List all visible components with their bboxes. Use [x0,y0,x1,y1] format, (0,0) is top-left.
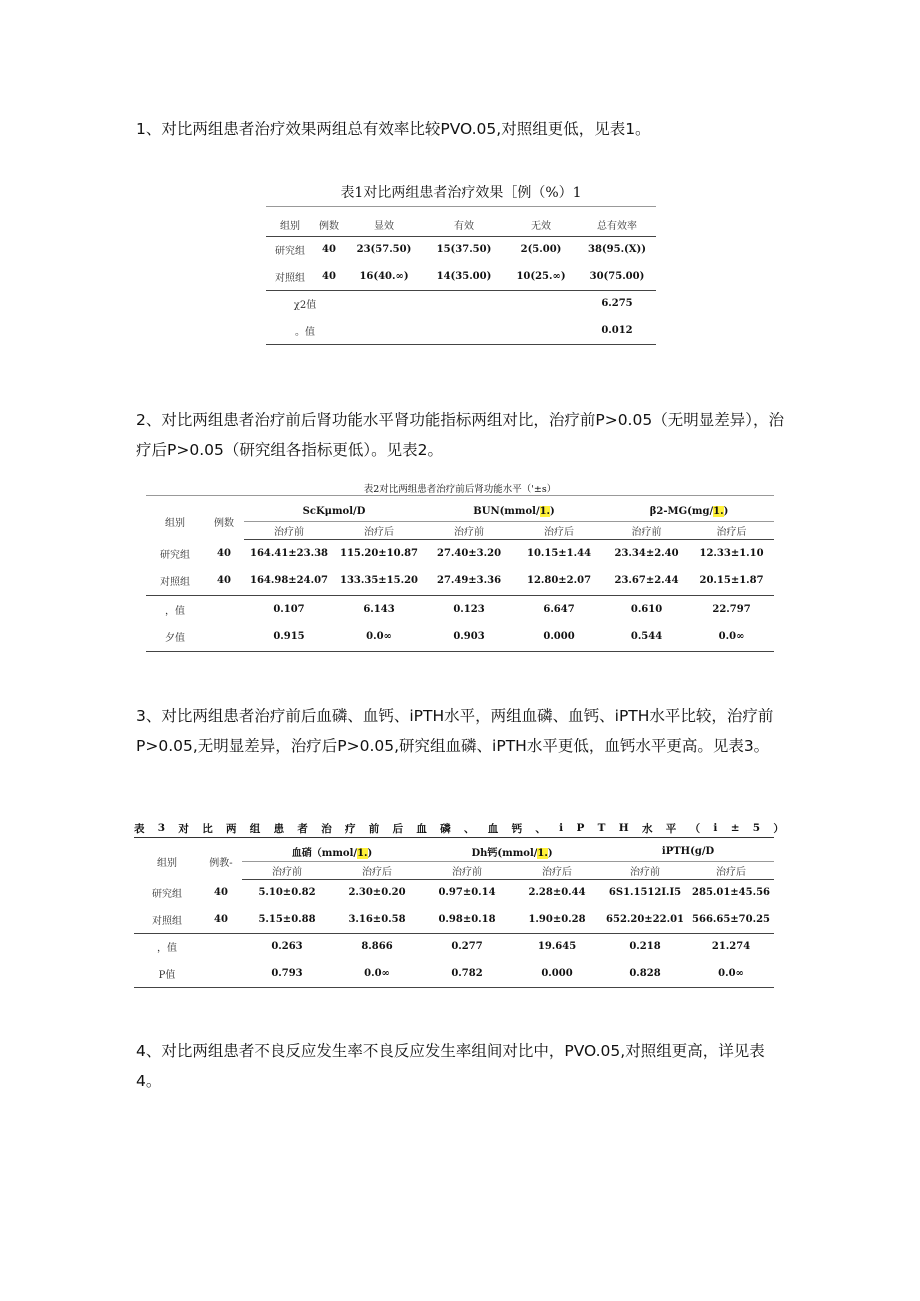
table1-header: 有效 [424,214,504,236]
table3-caption-char: T [597,822,606,834]
table2-cell: 40 [204,567,244,595]
table2-cell: 夕值 [146,623,204,651]
table3-cell: 0.0∞ [332,960,422,987]
table2-subheader: 治疗后 [334,521,424,539]
table3-cell: 3.16±0.58 [332,906,422,933]
table2-group-text: β2-MG(mg/ [649,506,714,518]
table1-stat-label: 。值 [266,317,344,344]
table2-cell: 0.0∞ [334,623,424,651]
table1 [266,214,656,345]
table3-cell: 2.30±0.20 [348,887,406,899]
table1-cell: 23(57.50) [356,244,412,256]
table2-cell: 6.143 [363,603,395,615]
table3-header-row [134,843,774,861]
table1-header: 显效 [344,214,424,236]
table2-caption: 表2对比两组患者治疗前后肾功能水平（'±s） [363,484,557,495]
table1-stat-value: 6.275 [601,298,633,310]
table3-cell: 0.828 [602,960,688,987]
paragraph-3 [136,701,786,761]
table2-cell: 20.15±1.87 [689,567,774,595]
table2-subheader: 治疗前 [604,521,689,539]
table3-caption-char: 前 [368,822,380,835]
table-row [146,539,774,567]
table1-cell: 10(25.∞) [504,263,578,290]
table1-header: 组别 [266,214,314,236]
table2 [146,503,774,652]
table2-cell: 133.35±15.20 [334,567,424,595]
table2-cell: 10.15±1.44 [526,547,592,559]
table2-cell: 0.0∞ [689,623,774,651]
table2-cell: 0.000 [514,623,604,651]
table2-cell: 23.67±2.44 [604,567,689,595]
table3-group-text: ) [547,848,553,860]
table3-group-highlight: 1. [357,848,368,860]
table3-cell: 0.263 [271,941,303,953]
table3-subheader: 治疗后 [332,861,422,879]
table3-cell: 0.277 [451,941,483,953]
table-row [266,290,656,317]
table1-cell: 15(37.50) [436,244,492,256]
table2-header-row [146,503,774,521]
table3-cell: 21.274 [711,941,751,953]
table2-group-header [604,503,774,521]
table3-group-text: iPTH(g/D [661,846,715,858]
table3-cell: 1.90±0.28 [512,906,602,933]
table3-header-group: 组别 [157,857,177,869]
table3-cell: 对照组 [134,906,200,933]
table2-cell: 22.797 [712,603,751,615]
table2-group-header [244,503,424,521]
table1-cell: 对照组 [266,263,314,290]
table-row [266,236,656,263]
table3-caption-char: 者 [297,822,308,835]
table1-top-rule [266,206,656,207]
table3-subheader: 治疗前 [242,861,332,879]
table-row [146,595,774,623]
table3-cell: 研究组 [152,889,182,900]
table3-caption-char: 磷 [440,822,451,835]
table-row [146,623,774,651]
table3-cell: 0.000 [512,960,602,987]
table3-caption-char: 表 [134,822,145,835]
paragraph-1-text: 1、对比两组患者治疗效果两组总有效率比较PVO.05,对照组更低，见表1。 [136,120,651,138]
table3-caption-char: 疗 [344,822,356,835]
table3-cell: 0.218 [629,941,661,953]
table3-cell: 285.01±45.56 [692,887,770,899]
table2-cell: 12.80±2.07 [514,567,604,595]
table1-stat-value: 0.012 [578,317,656,344]
table3-caption [134,819,784,837]
table2-subheader: 治疗前 [424,521,514,539]
table3-caption-char: 平 [665,822,677,835]
table1-cell: 2(5.00) [520,244,562,256]
table-row [146,567,774,595]
table2-cell: 164.41±23.38 [250,547,328,559]
table1-cell: 14(35.00) [424,263,504,290]
table3-caption-char: 、 [535,822,546,835]
paragraph-4-text: 4、对比两组患者不良反应发生率不良反应发生率组间对比中，PVO.05,对照组更高，详见表4。 [136,1042,765,1090]
table2-cell: 0.123 [453,603,485,615]
table3-cell: 0.793 [242,960,332,987]
table2-cell: 研究组 [160,549,190,561]
table1-header: 无效 [504,214,578,236]
table1-header: 总有效率 [578,214,656,236]
table3-cell: 40 [200,906,242,933]
table3-cell: 652.20±22.01 [602,906,688,933]
table-row [134,933,774,960]
table3-cell: 0.782 [422,960,512,987]
table2-top-rule [146,495,774,496]
table3 [134,843,774,988]
table3-group-text: Dh钙(mmol/ [471,848,538,860]
paragraph-2-text: 2、对比两组患者治疗前后肾功能水平肾功能指标两组对比，治疗前P>0.05（无明显差异），治疗后P>0.05（研究组各指标更低）。见表2。 [136,411,784,459]
table3-caption-char: 患 [273,822,285,835]
paragraph-3-text: 3、对比两组患者治疗前后血磷、血钙、iPTH水平，两组血磷、血钙、iPTH水平比较，治疗前P>0.05,无明显差异，治疗后P>0.05,研究组血磷、iPTH水平更低，血钙水平更高。见表3。 [136,707,774,755]
table3-top-rule [134,837,774,838]
table-row [134,906,774,933]
table2-group-header [424,503,604,521]
table2-cell: 6.647 [543,603,575,615]
table3-group-header [422,843,602,861]
table2-cell: 对照组 [146,567,204,595]
table3-caption-char: 组 [249,822,261,835]
table1-cell: 研究组 [275,246,305,258]
table2-group-text: D [356,506,366,518]
table2-cell [204,623,244,651]
table2-header-group: 组别 [165,517,185,529]
table3-cell: 0.0∞ [688,960,774,987]
table3-cell: 566.65±70.25 [688,906,774,933]
table3-cell: 5.15±0.88 [242,906,332,933]
table1-header-row [266,214,656,236]
table-row [266,317,656,344]
table2-subheader: 治疗后 [689,521,774,539]
table3-subheader: 治疗后 [688,861,774,879]
table3-cell: 40 [214,887,228,898]
table2-subheader: 治疗后 [514,521,604,539]
table2-cell: 0.544 [604,623,689,651]
table3-caption-char: ） [773,822,784,835]
table3-caption-char: 水 [642,822,653,835]
table2-cell: 12.33±1.10 [699,547,764,559]
table3-subheader: 治疗前 [422,861,512,879]
table1-caption: 表1对比两组患者治疗效果［例（%）1 [340,185,582,201]
table3-group-highlight: 1. [537,848,548,860]
table2-cell: 23.34±2.40 [614,547,679,559]
table3-group-text: 血硝（mmol/ [291,848,358,860]
table3-cell: 8.866 [361,941,393,953]
table3-caption-char: 、 [463,822,475,835]
table2-cell: 40 [217,547,231,559]
paragraph-1 [136,114,786,144]
table3-caption-char: 对 [178,822,189,835]
table3-subheader: 治疗前 [602,861,688,879]
table3-caption-char: 3 [157,822,166,834]
table2-cell: 0.915 [244,623,334,651]
table3-caption-char: （ [689,822,701,835]
table2-group-text: ) [550,506,555,518]
table2-group-text: ScKμmol/ [302,506,357,518]
table3-group-text: ) [367,848,373,860]
table2-cell: 115.20±10.87 [340,547,418,559]
table3-caption-char: 血 [416,822,427,835]
table1-cell: 40 [314,263,344,290]
table1-stat-label: χ2值 [293,300,317,312]
table2-group-text: BUN(mmol/ [473,506,540,518]
table3-cell: 6S1.1512I.I5 [608,887,682,899]
table2-cell: 0.107 [273,603,305,615]
table3-caption-char: 两 [226,822,237,835]
table1-cell: 40 [322,244,336,256]
table2-header-n: 例数 [214,517,234,529]
table3-cell: P值 [134,960,200,987]
table2-cell: 27.49±3.36 [424,567,514,595]
table-row [134,879,774,906]
table3-caption-char: 比 [202,822,213,835]
table1-cell: 38(95.(X)) [588,244,646,256]
paragraph-2 [136,405,786,465]
table2-cell: 164.98±24.07 [244,567,334,595]
table2-subheader: 治疗前 [244,521,334,539]
table3-group-header [242,843,422,861]
table3-caption-char: 5 [752,822,761,834]
table3-cell: 19.645 [537,941,577,953]
table3-caption-char: 钙 [511,822,523,835]
table3-caption-char: i [559,822,564,834]
table2-cell: 0.610 [630,603,663,615]
table-row [134,960,774,987]
table2-group-highlight: 1. [713,506,724,518]
table1-cell: 16(40.∞) [344,263,424,290]
table2-group-highlight: 1. [539,506,551,518]
table1-header: 例数 [314,214,344,236]
table1-cell: 30(75.00) [578,263,656,290]
table3-cell: 0.98±0.18 [422,906,512,933]
table3-cell: 0.97±0.14 [438,887,496,899]
table2-cell [204,595,244,623]
table3-caption-char: P [576,822,585,834]
table3-caption-char: 治 [321,822,332,835]
table3-caption-char: H [618,822,629,834]
table3-cell: ，值 [157,943,177,955]
paragraph-4 [136,1036,786,1096]
table3-subheader: 治疗后 [512,861,602,879]
table3-caption-char: 后 [392,822,404,835]
table-row [266,263,656,290]
table3-caption-char: 血 [487,822,499,835]
table3-cell: 5.10±0.82 [258,887,316,899]
table2-cell: 27.40±3.20 [436,547,502,559]
table2-cell: ，值 [165,605,185,617]
table3-cell [200,933,242,960]
table2-group-text: ) [723,506,729,518]
table3-cell: 2.28±0.44 [528,887,586,899]
table3-caption-char: i [713,822,718,834]
table2-cell: 0.903 [424,623,514,651]
table3-cell [200,960,242,987]
table3-caption-char: ± [730,822,740,834]
table3-header-n: 例教- [209,857,233,869]
table3-group-header [602,843,774,861]
